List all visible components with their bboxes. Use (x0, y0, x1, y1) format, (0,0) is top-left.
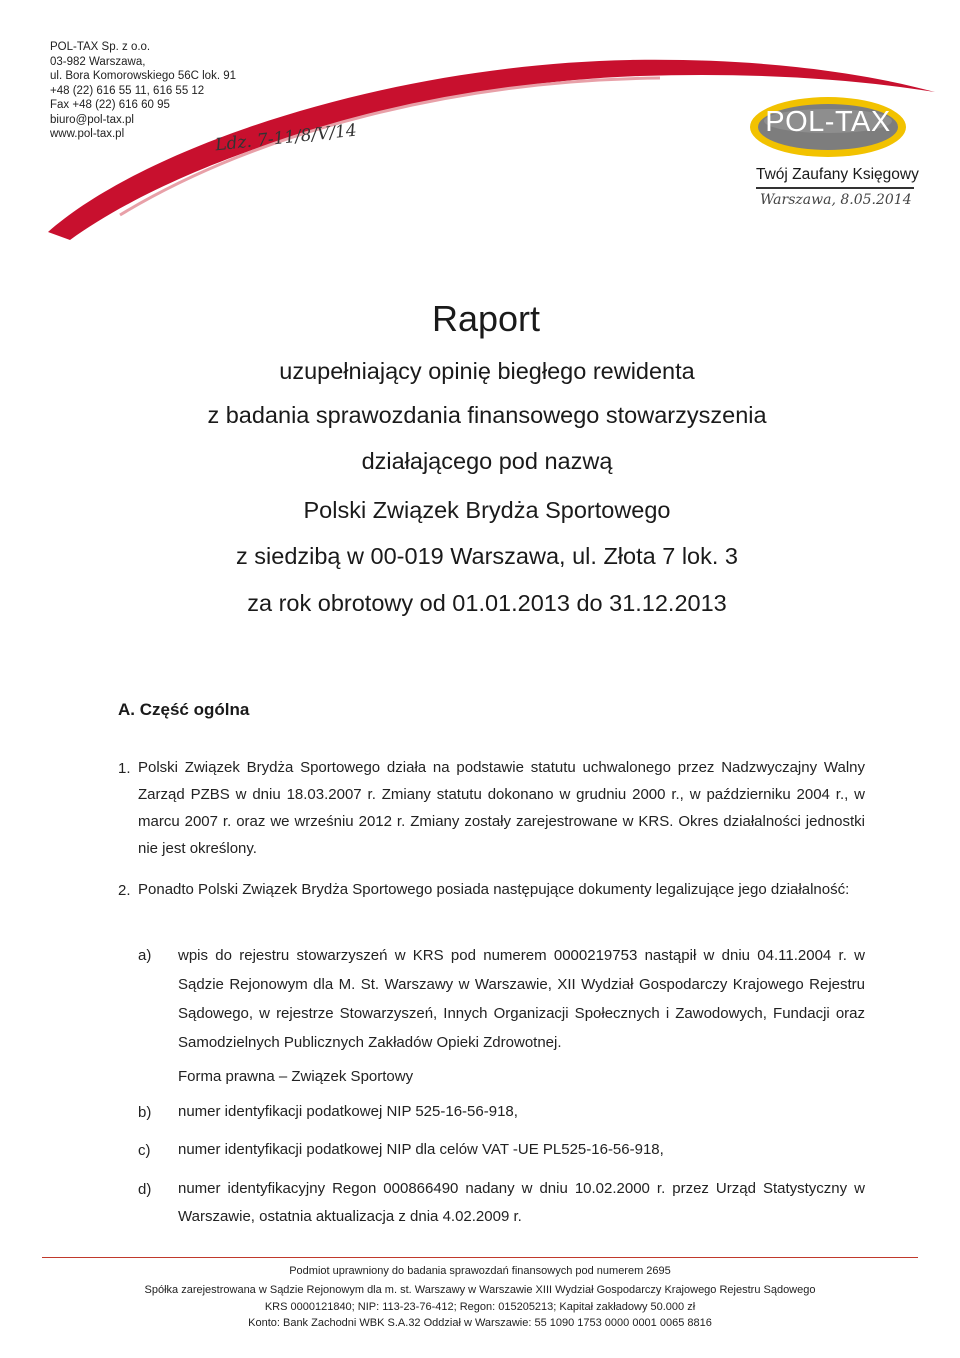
item-1-number: 1. (118, 760, 131, 777)
company-email[interactable]: biuro@pol-tax.pl (50, 113, 134, 126)
footer-line-1: Podmiot uprawniony do badania sprawozdań finansowych pod numerem 2695 (289, 1265, 671, 1277)
item-2d-text: numer identyfikacyjny Regon 000866490 nadany w dniu 10.02.2000 r. przez Urząd Statystyczny w Warszawie, ostatnia aktualizacja z dnia 4.02.2009 r. (178, 1180, 865, 1225)
company-fax: Fax +48 (22) 616 60 95 (50, 99, 170, 111)
item-2c-letter: c) (138, 1142, 151, 1159)
item-2-text: Ponadto Polski Związek Brydża Sportowego posiada następujące dokumenty legalizujące jego działalność: (138, 881, 850, 898)
item-1-text: Polski Związek Brydża Sportowego działa na podstawie statutu uchwalonego przez Nadzwyczajny Walny Zarząd PZBS w dniu 18.03.2007 r. Zmiany statutu dokonano w grudniu 2000 r., w październiku 2004 r., w marcu 2007 r. oraz we wrześniu 2012 r. Zmiany zostały zarejestrowane w KRS. Okres działalności jednostki nie jest określony. (138, 759, 865, 857)
item-2c-text: numer identyfikacji podatkowej NIP dla celów VAT -UE PL525-16-56-918, (178, 1141, 664, 1158)
company-phone: +48 (22) 616 55 11, 616 55 12 (50, 84, 205, 97)
subtitle-line-2: z badania sprawozdania finansowego stowarzyszenia (207, 402, 767, 428)
company-address-block (50, 40, 236, 142)
item-2a-text: wpis do rejestru stowarzyszeń w KRS pod numerem 0000219753 nastąpił w dniu 04.11.2004 r. w Sądzie Rejonowym dla M. St. Warszawy w Warszawie, XII Wydział Gospodarczy Krajowego Rejestru Sądowego, w rejestrze Stowarzyszeń, Innych Organizacji Społecznych i Zawodowych, Fundacji oraz Samodzielnych Publicznych Zakładów Opieki Zdrowotnej. (178, 947, 865, 1051)
subtitle-line-4: Polski Związek Brydża Sportowego (303, 497, 671, 523)
subtitle-line-1: uzupełniający opinię biegłego rewidenta (279, 358, 695, 384)
item-2a-letter: a) (138, 947, 152, 964)
handwritten-reference: Ldz. 7-11/8/V/14 (214, 120, 358, 156)
item-2b-text: numer identyfikacji podatkowej NIP 525-16-56-918, (178, 1103, 518, 1120)
subtitle-line-3: działającego pod nazwą (361, 448, 613, 474)
item-2-number: 2. (118, 882, 131, 899)
item-2a-legal-form: Forma prawna – Związek Sportowy (178, 1068, 414, 1085)
handwritten-date: Warszawa, 8.05.2014 (760, 192, 912, 208)
report-title: Raport (431, 298, 541, 339)
section-a-heading: A. Część ogólna (118, 700, 250, 719)
company-street: ul. Bora Komorowskiego 56C lok. 91 (50, 70, 237, 82)
tagline: Twój Zaufany Księgowy (756, 166, 919, 183)
footer-line-2: Spółka zarejestrowana w Sądzie Rejonowym dla m. st. Warszawy w Warszawie XIII Wydział Gospodarczy Krajowego Rejestru Sądowego (144, 1284, 816, 1296)
item-2d-letter: d) (138, 1181, 152, 1198)
subtitle-line-6: za rok obrotowy od 01.01.2013 do 31.12.2013 (247, 590, 727, 616)
footer-line-3: KRS 0000121840; NIP: 113-23-76-412; Regon: 015205213; Kapitał zakładowy 50.000 zł (264, 1301, 696, 1313)
company-name: POL-TAX Sp. z o.o. (50, 41, 151, 53)
company-website[interactable]: www.pol-tax.pl (50, 128, 125, 140)
footer-line-4: Konto: Bank Zachodni WBK S.A.32 Oddział w Warszawie: 55 1090 1753 0000 0001 0065 8816 (248, 1317, 712, 1329)
footer-divider (42, 1257, 918, 1258)
logo-text: POL-TAX (765, 106, 891, 138)
subtitle-line-5: z siedzibą w 00-019 Warszawa, ul. Złota 7 lok. 3 (236, 543, 738, 569)
company-postal: 03-982 Warszawa, (50, 55, 146, 68)
tagline-underline (756, 187, 914, 189)
item-2b-letter: b) (138, 1104, 152, 1121)
